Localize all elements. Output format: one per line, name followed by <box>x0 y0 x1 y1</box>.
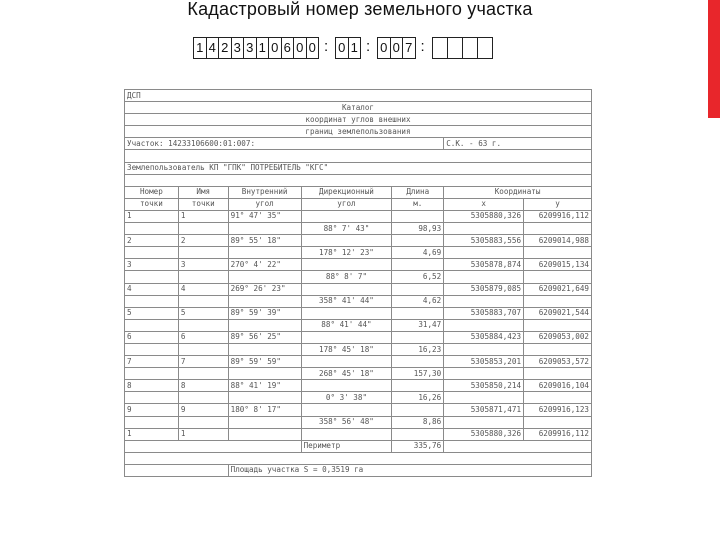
empty-cell <box>444 440 592 452</box>
empty-cell <box>524 343 592 355</box>
cadastral-digit <box>433 38 448 58</box>
cadastral-digit: 0 <box>391 38 404 58</box>
segment-row <box>125 416 592 428</box>
empty-cell <box>125 343 179 355</box>
perimeter-label: Периметр <box>301 440 392 452</box>
segment-row <box>125 223 592 235</box>
empty-cell <box>392 210 444 222</box>
point-name: 3 <box>178 259 228 271</box>
empty-cell <box>125 247 179 259</box>
cadastral-digit: 3 <box>244 38 257 58</box>
empty-cell <box>392 235 444 247</box>
header-coordinates: Координаты <box>444 186 592 198</box>
inner-angle: 89° 59' 59" <box>228 356 301 368</box>
empty-cell <box>228 368 301 380</box>
user-row <box>125 162 592 174</box>
empty-cell <box>392 331 444 343</box>
direction-angle: 268° 45' 18" <box>301 368 392 380</box>
empty-cell <box>524 295 592 307</box>
header-direction: Дирекционный <box>301 186 392 198</box>
empty-cell <box>301 428 392 440</box>
header-inner-angle-2: угол <box>228 198 301 210</box>
point-name: 4 <box>178 283 228 295</box>
point-number: 5 <box>125 307 179 319</box>
empty-cell <box>524 271 592 283</box>
cadastral-group-1 <box>193 37 319 59</box>
coord-x: 5305871,471 <box>444 404 524 416</box>
spacer-row <box>125 150 592 162</box>
segment-length: 16,26 <box>392 392 444 404</box>
coord-x: 5305880,326 <box>444 428 524 440</box>
coord-x: 5305878,874 <box>444 259 524 271</box>
empty-cell <box>301 356 392 368</box>
page-title: Кадастровый номер земельного участка <box>187 0 533 19</box>
cadastral-digit: 1 <box>257 38 270 58</box>
empty-cell <box>524 416 592 428</box>
cadastral-digit: 0 <box>336 38 349 58</box>
coord-x: 5305853,201 <box>444 356 524 368</box>
point-row <box>125 283 592 295</box>
point-number: 2 <box>125 235 179 247</box>
header-name: Имя <box>178 186 228 198</box>
segment-row <box>125 343 592 355</box>
empty-cell <box>178 295 228 307</box>
heading-row <box>125 126 592 138</box>
empty-cell <box>301 259 392 271</box>
header-length: Длина <box>392 186 444 198</box>
coord-y: 6209053,002 <box>524 331 592 343</box>
dsp-row <box>125 90 592 102</box>
segment-row <box>125 319 592 331</box>
point-number: 4 <box>125 283 179 295</box>
coord-system: С.К. - 63 г. <box>444 138 592 150</box>
point-number: 1 <box>125 428 179 440</box>
point-row <box>125 331 592 343</box>
coord-y: 6209015,134 <box>524 259 592 271</box>
coord-x: 5305879,085 <box>444 283 524 295</box>
catalog-heading-1: Каталог <box>125 102 592 114</box>
empty-cell <box>178 319 228 331</box>
point-name: 2 <box>178 235 228 247</box>
empty-cell <box>444 368 524 380</box>
point-name: 1 <box>178 210 228 222</box>
catalog-heading-2: координат углов внешних <box>125 114 592 126</box>
empty-cell <box>444 343 524 355</box>
coord-x: 5305880,326 <box>444 210 524 222</box>
coord-y: 6209016,104 <box>524 380 592 392</box>
empty-cell <box>301 235 392 247</box>
header-x: x <box>444 198 524 210</box>
coord-x: 5305883,556 <box>444 235 524 247</box>
point-number: 1 <box>125 210 179 222</box>
header-inner-angle: Внутренний <box>228 186 301 198</box>
point-name: 6 <box>178 331 228 343</box>
empty-cell <box>524 319 592 331</box>
area-row <box>125 464 592 476</box>
perimeter-value: 335,76 <box>392 440 444 452</box>
empty-cell <box>228 319 301 331</box>
empty-cell <box>125 223 179 235</box>
perimeter-row <box>125 440 592 452</box>
segment-length: 16,23 <box>392 343 444 355</box>
empty-cell <box>125 464 229 476</box>
point-row <box>125 404 592 416</box>
empty-cell <box>125 271 179 283</box>
empty-cell <box>178 247 228 259</box>
point-name: 7 <box>178 356 228 368</box>
point-name: 8 <box>178 380 228 392</box>
point-name: 9 <box>178 404 228 416</box>
empty-cell <box>301 404 392 416</box>
empty-cell <box>178 343 228 355</box>
coord-y: 6209021,544 <box>524 307 592 319</box>
segment-length: 8,86 <box>392 416 444 428</box>
inner-angle: 91° 47' 35" <box>228 210 301 222</box>
header-direction-2: угол <box>301 198 392 210</box>
segment-row <box>125 271 592 283</box>
coordinates-catalog-table <box>124 89 592 477</box>
empty-cell <box>228 247 301 259</box>
empty-cell <box>301 380 392 392</box>
cadastral-digit: 2 <box>219 38 232 58</box>
point-row <box>125 210 592 222</box>
empty-cell <box>228 416 301 428</box>
point-row <box>125 428 592 440</box>
point-row <box>125 307 592 319</box>
header-row <box>125 186 592 198</box>
empty-cell <box>228 392 301 404</box>
cadastral-digit <box>463 38 478 58</box>
cadastral-group-2 <box>335 37 361 59</box>
empty-cell <box>392 283 444 295</box>
empty-cell <box>301 331 392 343</box>
cadastral-digit: 1 <box>350 40 358 55</box>
header-name-2: точки <box>178 198 228 210</box>
point-name: 1 <box>178 428 228 440</box>
empty-cell <box>524 223 592 235</box>
plot-row <box>125 138 592 150</box>
header-length-2: м. <box>392 198 444 210</box>
point-number: 6 <box>125 331 179 343</box>
dsp-mark: ДСП <box>125 90 592 102</box>
segment-row <box>125 247 592 259</box>
segment-length: 98,93 <box>392 223 444 235</box>
segment-length: 4,69 <box>392 247 444 259</box>
coord-y: 6209916,112 <box>524 428 592 440</box>
empty-cell <box>444 392 524 404</box>
segment-length: 4,62 <box>392 295 444 307</box>
empty-cell <box>444 416 524 428</box>
empty-cell <box>524 368 592 380</box>
cadastral-digit: 1 <box>194 38 207 58</box>
point-row <box>125 259 592 271</box>
empty-cell <box>125 392 179 404</box>
direction-angle: 88° 41' 44" <box>301 319 392 331</box>
empty-cell <box>125 295 179 307</box>
inner-angle: 269° 26' 23" <box>228 283 301 295</box>
coord-y: 6209053,572 <box>524 356 592 368</box>
direction-angle: 178° 45' 18" <box>301 343 392 355</box>
catalog-heading-3: границ землепользования <box>125 126 592 138</box>
cadastral-group-3 <box>377 37 416 59</box>
point-number: 8 <box>125 380 179 392</box>
direction-angle: 88° 8' 7" <box>301 271 392 283</box>
empty-cell <box>178 271 228 283</box>
cadastral-number-boxes: 1 4 2 3 3 1 0 6 0 0 : 0 1 : 0 0 7 : <box>193 37 493 59</box>
inner-angle <box>228 428 301 440</box>
coord-y: 6209916,112 <box>524 210 592 222</box>
spacer-row <box>125 452 592 464</box>
point-number: 7 <box>125 356 179 368</box>
cadastral-digit: 0 <box>308 40 316 55</box>
cadastral-digit: 4 <box>207 38 220 58</box>
empty-cell <box>125 368 179 380</box>
segment-row <box>125 392 592 404</box>
empty-cell <box>178 392 228 404</box>
empty-cell <box>524 247 592 259</box>
inner-angle: 270° 4' 22" <box>228 259 301 271</box>
empty-cell <box>301 307 392 319</box>
cadastral-digit <box>478 38 492 58</box>
inner-angle: 89° 55' 18" <box>228 235 301 247</box>
coord-x: 5305884,423 <box>444 331 524 343</box>
heading-row <box>125 114 592 126</box>
empty-cell <box>444 271 524 283</box>
empty-cell <box>228 223 301 235</box>
coord-y: 6209021,649 <box>524 283 592 295</box>
empty-cell <box>392 356 444 368</box>
point-name: 5 <box>178 307 228 319</box>
direction-angle: 88° 7' 43" <box>301 223 392 235</box>
coord-y: 6209916,123 <box>524 404 592 416</box>
land-user-label: Землепользователь КП "ГПК" ПОТРЕБИТЕЛЬ "КГС" <box>125 162 592 174</box>
inner-angle: 88° 41' 19" <box>228 380 301 392</box>
cadastral-digit: 3 <box>232 38 245 58</box>
empty-cell <box>125 440 302 452</box>
plot-label: Участок: 14233106600:01:007: <box>125 138 444 150</box>
empty-cell <box>178 223 228 235</box>
direction-angle: 358° 56' 48" <box>301 416 392 428</box>
segment-row <box>125 295 592 307</box>
direction-angle: 0° 3' 38" <box>301 392 392 404</box>
cadastral-digit: 0 <box>294 38 307 58</box>
header-y: y <box>524 198 592 210</box>
area-label: Площадь участка S = 0,3519 га <box>228 464 591 476</box>
inner-angle: 89° 56' 25" <box>228 331 301 343</box>
point-row <box>125 380 592 392</box>
empty-cell <box>178 368 228 380</box>
point-number: 3 <box>125 259 179 271</box>
empty-cell <box>125 452 592 464</box>
point-number: 9 <box>125 404 179 416</box>
empty-cell <box>444 223 524 235</box>
empty-cell <box>228 343 301 355</box>
point-row <box>125 356 592 368</box>
coord-x: 5305850,214 <box>444 380 524 392</box>
empty-cell <box>444 319 524 331</box>
empty-cell <box>301 283 392 295</box>
empty-cell <box>301 210 392 222</box>
empty-cell <box>228 295 301 307</box>
empty-cell <box>125 416 179 428</box>
empty-cell <box>178 416 228 428</box>
empty-cell <box>392 404 444 416</box>
cadastral-digit: 6 <box>282 38 295 58</box>
header-row <box>125 198 592 210</box>
segment-length: 6,52 <box>392 271 444 283</box>
empty-cell <box>444 295 524 307</box>
empty-cell <box>444 247 524 259</box>
cadastral-digit <box>448 38 463 58</box>
empty-cell <box>524 392 592 404</box>
spacer-row <box>125 174 592 186</box>
coord-y: 6209014,988 <box>524 235 592 247</box>
segment-length: 157,30 <box>392 368 444 380</box>
inner-angle: 89° 59' 39" <box>228 307 301 319</box>
cadastral-digit: 0 <box>378 38 391 58</box>
empty-cell <box>392 259 444 271</box>
segment-row <box>125 368 592 380</box>
empty-cell <box>392 380 444 392</box>
direction-angle: 358° 41' 44" <box>301 295 392 307</box>
heading-row <box>125 102 592 114</box>
coord-x: 5305883,707 <box>444 307 524 319</box>
empty-cell <box>125 319 179 331</box>
segment-length: 31,47 <box>392 319 444 331</box>
direction-angle: 178° 12' 23" <box>301 247 392 259</box>
point-row <box>125 235 592 247</box>
header-number: Номер <box>125 186 179 198</box>
cadastral-group-4 <box>432 37 493 59</box>
header-number-2: точки <box>125 198 179 210</box>
empty-cell <box>228 271 301 283</box>
cadastral-digit: 0 <box>269 38 282 58</box>
inner-angle: 180° 8' 17" <box>228 404 301 416</box>
empty-cell <box>392 307 444 319</box>
cadastral-digit: 7 <box>405 40 413 55</box>
empty-cell <box>392 428 444 440</box>
